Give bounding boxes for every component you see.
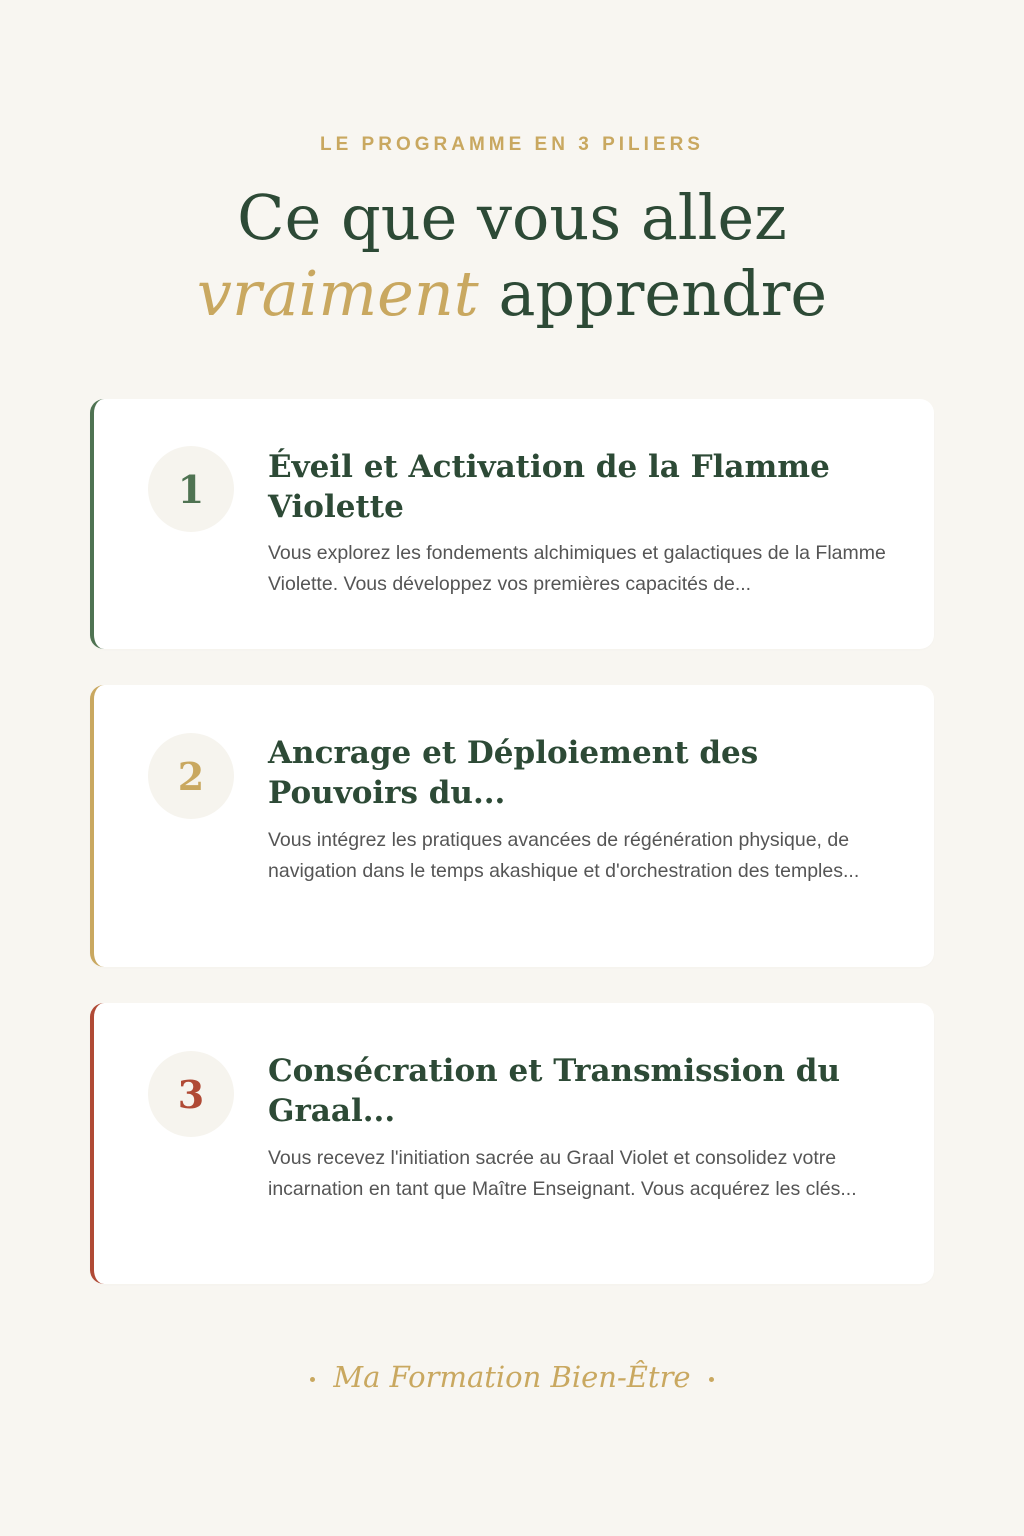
headline-accent-word: vraiment bbox=[196, 257, 479, 330]
pillar-title: Consécration et Transmission du Graal... bbox=[268, 1053, 841, 1129]
decorative-dot-icon bbox=[310, 1377, 315, 1382]
pillar-title: Ancrage et Déploiement des Pouvoirs du... bbox=[268, 735, 759, 811]
pillar-description: Vous intégrez les pratiques avancées de régénération physique, de navigation dans le temps akashique et d'orchestration des temples... bbox=[268, 829, 860, 882]
pillar-description: Vous recevez l'initiation sacrée au Graal Violet et consolidez votre incarnation en tant que Maître Enseignant. Vous acquérez les clés... bbox=[268, 1147, 857, 1200]
section-headline bbox=[0, 180, 1024, 332]
headline-line-1: Ce que vous allez bbox=[237, 181, 787, 254]
pillar-title: Éveil et Activation de la Flamme Violette bbox=[268, 449, 830, 525]
pillar-number-badge: 1 bbox=[148, 446, 234, 532]
pillar-number-badge: 3 bbox=[148, 1051, 234, 1137]
pillar-card-1 bbox=[90, 399, 934, 649]
headline-line-2: apprendre bbox=[498, 257, 828, 330]
pillar-card-3 bbox=[90, 1003, 934, 1284]
pillar-number-badge: 2 bbox=[148, 733, 234, 819]
pillar-card-2 bbox=[90, 685, 934, 967]
pillar-description: Vous explorez les fondements alchimiques et galactiques de la Flamme Violette. Vous développez vos premières capacités de... bbox=[268, 542, 886, 595]
brand-signature bbox=[0, 1360, 1024, 1394]
decorative-dot-icon bbox=[709, 1377, 714, 1382]
brand-name: Ma Formation Bien-Être bbox=[333, 1360, 691, 1394]
section-eyebrow: LE PROGRAMME EN 3 PILIERS bbox=[320, 134, 704, 155]
